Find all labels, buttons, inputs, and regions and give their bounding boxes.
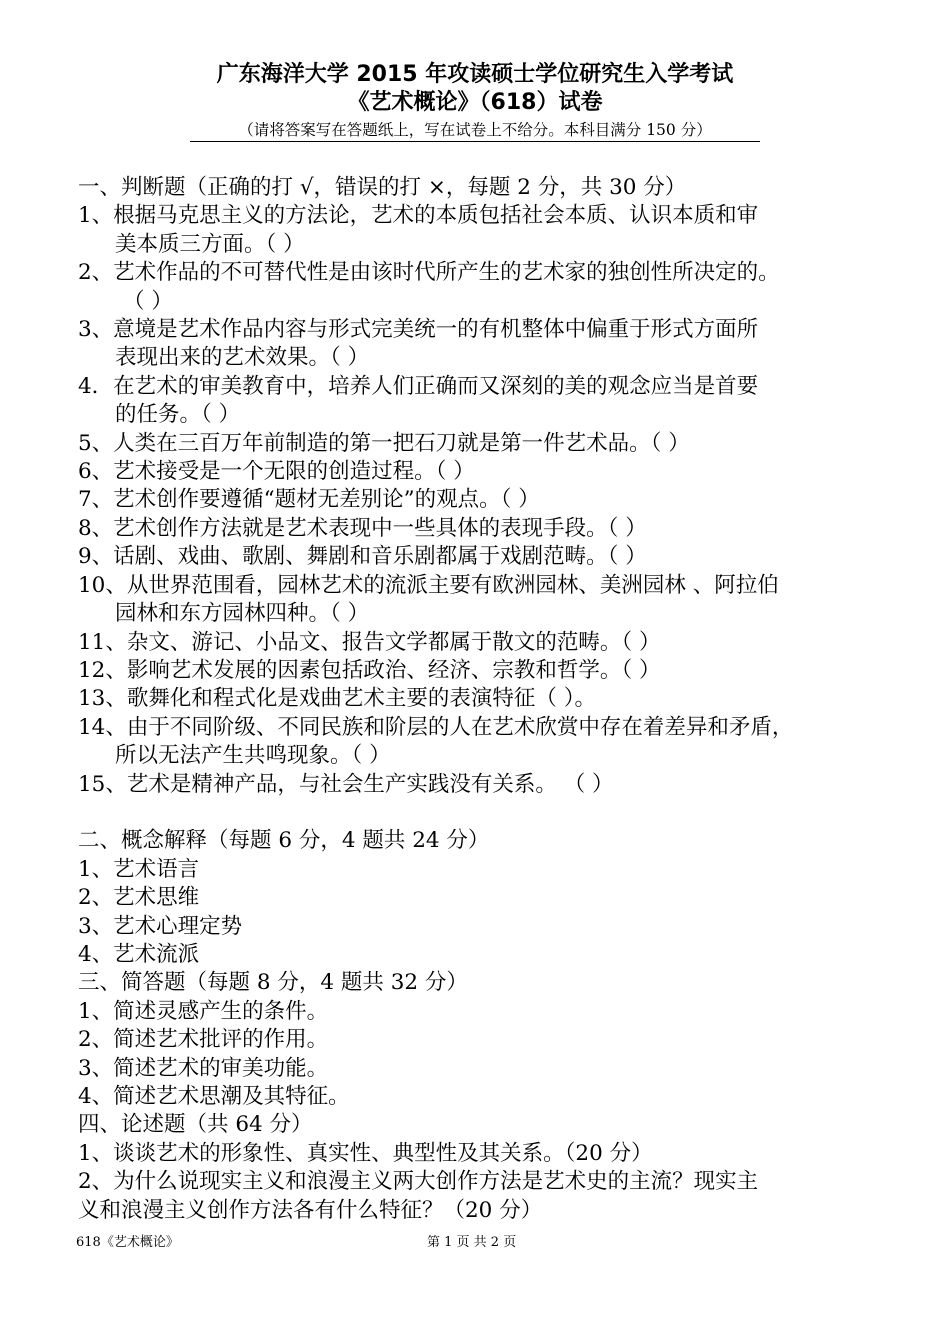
question-line: 2、艺术作品的不可替代性是由该时代所产生的艺术家的独创性所决定的。 (78, 260, 780, 286)
question-line: 1、根据马克思主义的方法论，艺术的本质包括社会本质、认识本质和审 (78, 203, 759, 229)
question-line: 的任务。（ ） (115, 402, 241, 428)
question-line: 11、杂文、游记、小品文、报告文学都属于散文的范畴。（ ） (78, 629, 661, 655)
question-line: 表现出来的艺术效果。（ ） (115, 345, 370, 371)
question-line: 7、艺术创作要遵循“题材无差别论”的观点。（ ） (78, 487, 540, 513)
short-answer-item: 4、简述艺术思潮及其特征。 (78, 1083, 350, 1109)
footer-course: 618《艺术概论》 (76, 1235, 179, 1250)
exam-title: 广东海洋大学 2015 年攻读硕士学位研究生入学考试 (216, 62, 734, 87)
short-answer-item: 1、简述灵感产生的条件。 (78, 998, 329, 1024)
section-heading-essay: 四、论述题（共 64 分） (78, 1112, 313, 1138)
spacer (78, 799, 898, 827)
concept-item: 1、艺术语言 (78, 856, 200, 882)
question-line: 12、影响艺术发展的因素包括政治、经济、宗教和哲学。（ ） (78, 657, 661, 683)
question-line: 5、人类在三百万年前制造的第一把石刀就是第一件艺术品。（ ） (78, 430, 690, 456)
question-line: 10、从世界范围看，园林艺术的流派主要有欧洲园林、美洲园林 、阿拉伯 (78, 572, 779, 598)
question-line: 美本质三方面。（ ） (115, 231, 305, 257)
short-answer-item: 2、简述艺术批评的作用。 (78, 1027, 329, 1053)
question-line: 所以无法产生共鸣现象。（ ） (115, 743, 391, 769)
question-line: 14、由于不同阶级、不同民族和阶层的人在艺术欣赏中存在着差异和矛盾， (78, 714, 794, 740)
short-answer-item: 3、简述艺术的审美功能。 (78, 1055, 329, 1081)
section-heading-concepts: 二、概念解释（每题 6 分，4 题共 24 分） (78, 828, 490, 854)
question-line: 4．在艺术的审美教育中，培养人们正确而又深刻的美的观念应当是首要 (78, 373, 759, 399)
question-line: 9、话剧、戏曲、歌剧、舞剧和音乐剧都属于戏剧范畴。（ ） (78, 544, 647, 570)
question-line: 园林和东方园林四种。（ ） (115, 601, 370, 627)
question-line: 8、艺术创作方法就是艺术表现中一些具体的表现手段。（ ） (78, 515, 647, 541)
concept-item: 4、艺术流派 (78, 941, 200, 967)
question-line: 3、意境是艺术作品内容与形式完美统一的有机整体中偏重于形式方面所 (78, 317, 759, 343)
essay-item: 2、为什么说现实主义和浪漫主义两大创作方法是艺术史的主流？现实主 (78, 1169, 759, 1195)
exam-body (78, 174, 898, 1225)
section-heading-true-false: 一、判断题（正确的打 √，错误的打 ×，每题 2 分，共 30 分） (78, 175, 687, 200)
question-line: （ ） (123, 288, 173, 314)
exam-subject-title: 《艺术概论》（618）试卷 (347, 90, 603, 115)
question-line: 13、歌舞化和程式化是戏曲艺术主要的表演特征（ ）。 (78, 686, 596, 712)
exam-instruction: （请将答案写在答题纸上，写在试卷上不给分。本科目满分 150 分） (190, 120, 760, 142)
question-line: 6、艺术接受是一个无限的创造过程。（ ） (78, 459, 475, 485)
question-line: 15、艺术是精神产品，与社会生产实践没有关系。 （ ） (78, 771, 614, 797)
essay-item: 义和浪漫主义创作方法各有什么特征？（20 分） (78, 1197, 543, 1223)
concept-item: 2、艺术思维 (78, 885, 200, 911)
concept-item: 3、艺术心理定势 (78, 913, 243, 939)
footer-page-number: 第 1 页 共 2 页 (427, 1235, 517, 1250)
essay-item: 1、谈谈艺术的形象性、真实性、典型性及其关系。（20 分） (78, 1140, 653, 1166)
section-heading-short-answer: 三、简答题（每题 8 分，4 题共 32 分） (78, 970, 468, 996)
